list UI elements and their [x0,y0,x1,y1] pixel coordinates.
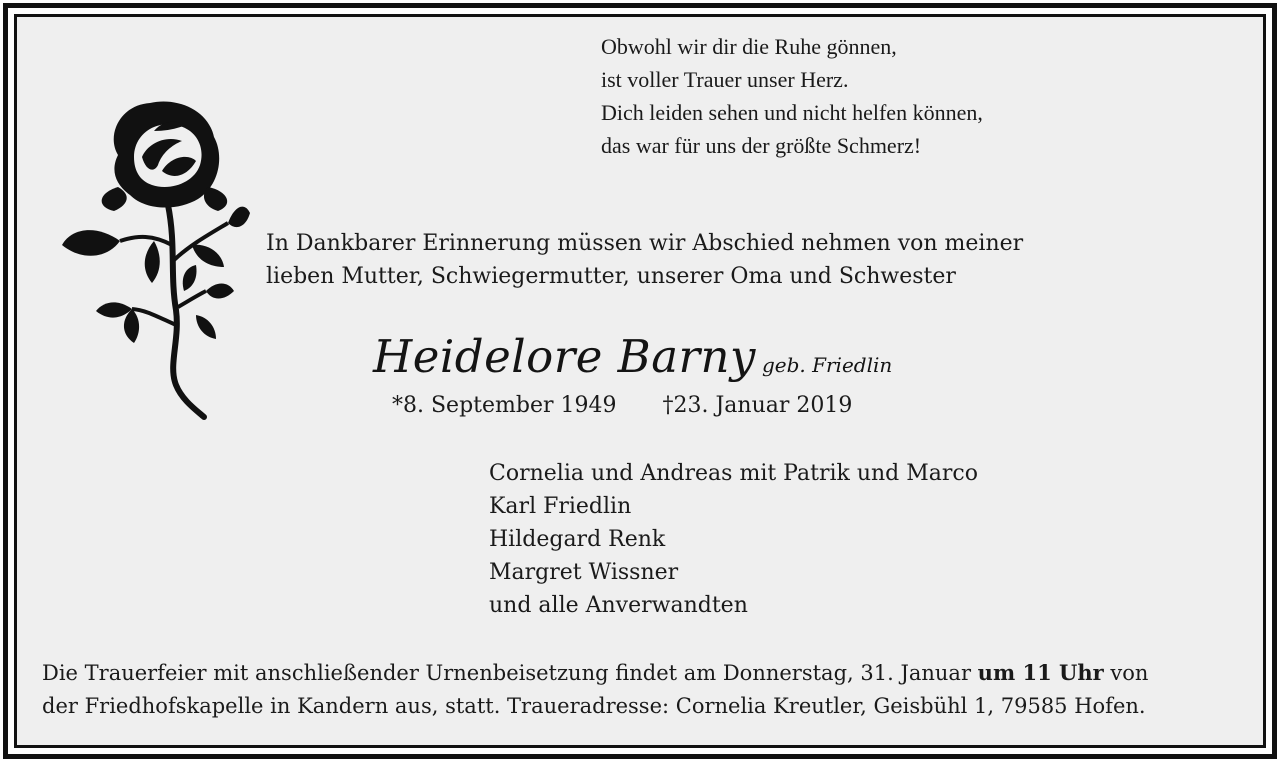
poem-line: Dich leiden sehen und nicht helfen können, [601,100,983,125]
mourner-item: Karl Friedlin [489,494,632,519]
notice-line-2: der Friedhofskapelle in Kandern aus, statt. Traueradresse: Cornelia Kreutler, Geisbühl 1, 79585 Hofen. [42,694,1146,718]
mourner-item: Hildegard Renk [489,527,666,552]
notice-line-1 [42,656,1242,690]
mourner-item: und alle Anverwandten [489,593,748,618]
birth-date: *8. September 1949 [392,393,617,418]
deceased-name: Heidelore Barny [373,330,756,383]
mourner-item: Margret Wissner [489,560,679,585]
intro-text [266,227,1023,293]
poem-line: das war für uns der größte Schmerz! [601,133,922,158]
deceased-name-row [373,330,892,383]
notice-text: Die Trauerfeier mit anschließender Urnenbeisetzung findet am Donnerstag, 31. Januar [42,661,978,685]
intro-line: lieben Mutter, Schwiegermutter, unserer Oma und Schwester [266,264,956,289]
maiden-name: geb. Friedlin [761,353,893,377]
funeral-notice [42,656,1242,723]
mourners-list [489,457,978,622]
mourner-item: Cornelia und Andreas mit Patrik und Marco [489,461,978,486]
intro-line: In Dankbarer Erinnerung müssen wir Abschied nehmen von meiner [266,231,1024,256]
life-dates [392,393,852,418]
rose-icon [58,95,253,420]
poem [601,30,983,162]
notice-text: von [1103,661,1149,685]
death-date: †23. Januar 2019 [662,393,853,418]
notice-time: um 11 Uhr [977,660,1104,685]
poem-line: ist voller Trauer unser Herz. [601,67,849,92]
poem-line: Obwohl wir dir die Ruhe gönnen, [601,34,897,59]
